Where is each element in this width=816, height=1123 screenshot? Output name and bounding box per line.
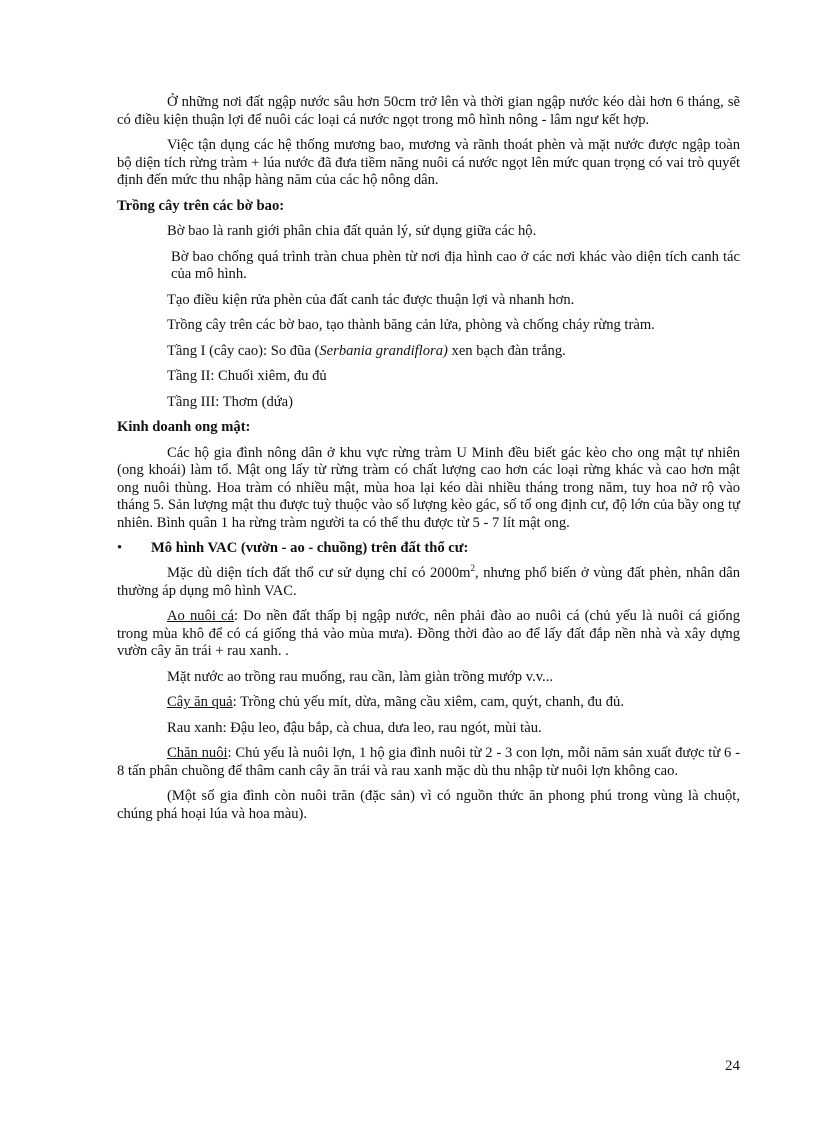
paragraph-honey: Các hộ gia đình nông dân ở khu vực rừng tràm U Minh đều biết gác kèo cho ong mật tự nhiên (ong khoái) làm tổ. Mật ong lấy từ rừng tràm có chất lượng cao hơn các loại rừng khác và cao hơn mật ong nuôi thùng. Hoa tràm có nhiều mật, mùa hoa lại kéo dài nhiều tháng trong năm, tuy hoa nở rộ vào tháng 5. Sản lượng mật thu được tuỳ thuộc vào số lượng kèo gác, số tổ ong định cư, độ lớn của bầy ong tự nhiên. Bình quân 1 ha rừng tràm người ta có thể thu được từ 5 - 7 lít mật ong. [117, 444, 740, 531]
fruit-trees-label: Cây ăn quả [167, 694, 233, 710]
pond-surface-line: Mặt nước ao trồng rau muống, rau cần, làm giàn trồng mướp v.v... [167, 668, 554, 685]
dike-item-washing: Tạo điều kiện rửa phèn của đất canh tác được thuận lợi và nhanh hơn. [167, 291, 575, 308]
paragraph-python: (Một số gia đình còn nuôi trăn (đặc sản) vì có nguồn thức ăn phong phú trong vùng là chuột, chúng phá hoại lúa và hoa màu). [117, 788, 740, 822]
tier-2: Tầng II: Chuối xiêm, đu đủ [167, 368, 327, 384]
paragraph-flooded-land: Ở những nơi đất ngập nước sâu hơn 50cm trở lên và thời gian ngập nước kéo dài hơn 6 tháng, sẽ có điều kiện thuận lợi để nuôi các loại cá nước ngọt trong mô hình nông - lâm ngư kết hợp. [117, 94, 740, 128]
dike-item-firebreak: Trồng cây trên các bờ bao, tạo thành băng cản lửa, phòng và chống cháy rừng tràm. [167, 317, 655, 333]
heading-trees-on-dikes: Trồng cây trên các bờ bao: [117, 197, 285, 214]
vac-intro-text-continued: , nhưng phổ biến ở vùng đất phèn, nhân dân thường áp dụng mô hình VAC. [117, 565, 740, 599]
tier-3: Tầng III: Thơm (dứa) [167, 393, 293, 410]
heading-vac-model [117, 540, 740, 557]
paragraph-vac-intro [117, 565, 740, 600]
text-column [117, 94, 740, 831]
bullet-icon: • [117, 540, 123, 556]
fruit-trees-text: : Trồng chủ yếu mít, dừa, mãng cầu xiêm, cam, quýt, chanh, đu đủ. [232, 694, 624, 710]
tier-1-latin-name: Serbania grandiflora) [319, 342, 448, 359]
tier-1-suffix: xen bạch đàn trắng. [447, 342, 566, 359]
livestock-label: Chăn nuôi [167, 745, 228, 761]
page-number: 24 [725, 1058, 740, 1074]
dike-item-acid-prevention: Bờ bao chống quá trình tràn chua phèn từ nơi địa hình cao ở các nơi khác vào diện tích canh tác của mô hình. [171, 248, 740, 282]
heading-vac-model-text: Mô hình VAC (vườn - ao - chuồng) trên đất thổ cư: [151, 540, 469, 556]
fish-pond-text: : Do nền đất thấp bị ngập nước, nên phải đào ao nuôi cá (chủ yếu là nuôi cá giống trong mùa khô để có cá giống thả vào mùa mưa). Đồng thời đào ao để lấy đất đắp nền nhà và xây dựng vườn cây ăn trái + rau xanh. . [117, 608, 741, 659]
superscript-2: 2 [470, 563, 475, 574]
dike-item-boundary: Bờ bao là ranh giới phân chia đất quản lý, sử dụng giữa các hộ. [167, 223, 537, 239]
fish-pond-label: Ao nuôi cá [167, 608, 235, 624]
tier-1 [167, 343, 740, 361]
paragraph-canal-system: Việc tận dụng các hệ thống mương bao, mương và rãnh thoát phèn và mặt nước được ngập toàn bộ diện tích rừng tràm + lúa nước đã đưa tiềm năng nuôi cá nước ngọt lên mức quan trọng có vai trò quyết định đến mức thu nhập hàng năm của các hộ nông dân. [117, 137, 740, 188]
paragraph-livestock [117, 745, 740, 780]
fruit-trees-line [167, 694, 740, 712]
vac-intro-text: Mặc dù diện tích đất thổ cư sử dụng chỉ có 2000m [167, 565, 471, 581]
heading-honey-business: Kinh doanh ong mật: [117, 419, 251, 435]
tier-1-prefix: Tầng I (cây cao): So đũa ( [167, 342, 320, 359]
paragraph-fish-pond [117, 608, 740, 661]
vegetables-line: Rau xanh: Đậu leo, đậu bắp, cà chua, dưa leo, rau ngót, mùi tàu. [167, 719, 542, 736]
livestock-text: : Chủ yếu là nuôi lợn, 1 hộ gia đình nuôi từ 2 - 3 con lợn, mỗi năm sản xuất được từ 6 - 8 tấn phân chuồng để thâm canh cây ăn trái và rau xanh mặc dù thu nhập từ nuôi lợn không cao. [117, 745, 740, 779]
